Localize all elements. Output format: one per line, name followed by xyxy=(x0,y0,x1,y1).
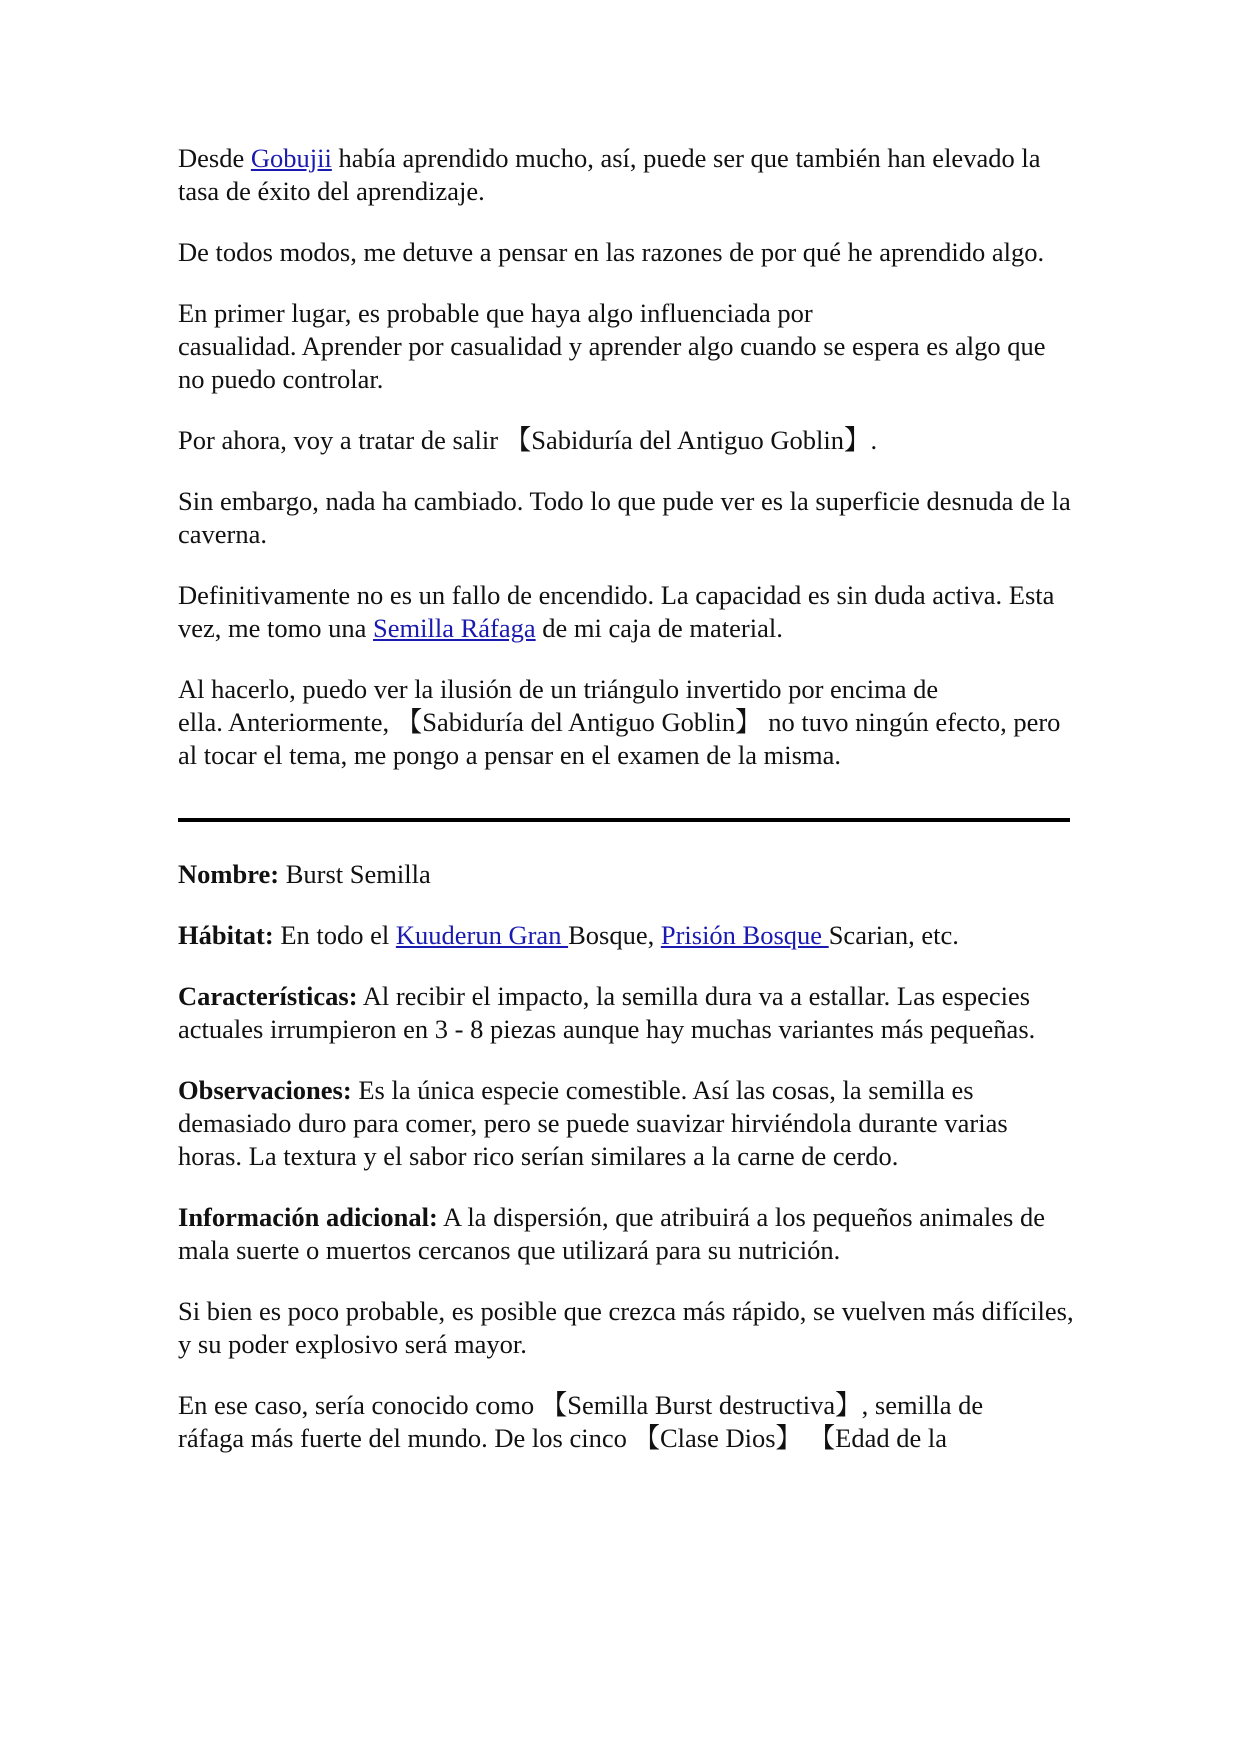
link-kuuderun-gran[interactable]: Kuuderun Gran xyxy=(395,920,569,950)
paragraph-gobujii: Desde Gobujii había aprendido mucho, así, puede ser que también han elevado la tasa de éxito del aprendizaje. xyxy=(178,143,1041,206)
paragraph-nothing-changed: Sin embargo, nada ha cambiado. Todo lo que pude ver es la superficie desnuda de la caverna. xyxy=(178,486,1071,549)
entry-habitat-label: Hábitat: xyxy=(178,920,274,950)
entry-features-label: Características: xyxy=(178,981,358,1011)
entry-name-label: Nombre: xyxy=(178,859,280,889)
paragraph-try-skill: Por ahora, voy a tratar de salir 【Sabiduría del Antiguo Goblin】. xyxy=(178,425,878,455)
entry-name-value: Burst Semilla xyxy=(279,859,431,889)
paragraph-destructive-seed: En ese caso, sería conocido como 【Semilla Burst destructiva】, semilla de ráfaga más fuerte del mundo. De los cinco 【Clase Dios】 【Edad de la xyxy=(178,1390,984,1453)
paragraph-illusion: Al hacerlo, puedo ver la ilusión de un triángulo invertido por encima de ella. Anteriormente, 【Sabiduría del Antiguo Goblin】 no tuvo ningún efecto, pero al tocar el tema, me pongo a pensar en el examen de la misma. xyxy=(178,674,1061,770)
entry-notes: Observaciones: Es la única especie comestible. Así las cosas, la semilla es demasiado duro para comer, pero se puede suavizar hirviéndola durante varias horas. La textura y el sabor rico serían similares a la carne de cerdo. xyxy=(178,1075,1008,1171)
paragraph-reasons: De todos modos, me detuve a pensar en las razones de por qué he aprendido algo. xyxy=(178,237,1045,267)
document-body xyxy=(178,142,1078,1483)
entry-extra-label: Información adicional: xyxy=(178,1202,438,1232)
paragraph-chance: En primer lugar, es probable que haya algo influenciada por casualidad. Aprender por casualidad y aprender algo cuando se espera es algo que no puedo controlar. xyxy=(178,298,1046,394)
link-gobujii[interactable]: Gobujii xyxy=(250,143,332,173)
entry-features: Características: Al recibir el impacto, la semilla dura va a estallar. Las especies actuales irrumpieron en 3 - 8 piezas aunque hay muchas variantes más pequeñas. xyxy=(178,981,1036,1044)
horizontal-divider xyxy=(178,818,1070,822)
entry-habitat: Hábitat: En todo el Kuuderun Gran Bosque, Prisión Bosque Scarian, etc. xyxy=(178,920,959,950)
entry-name xyxy=(178,858,1078,891)
paragraph-seed: Definitivamente no es un fallo de encendido. La capacidad es sin duda activa. Esta vez, me tomo una Semilla Ráfaga de mi caja de material. xyxy=(178,580,1055,643)
paragraph-unlikely: Si bien es poco probable, es posible que crezca más rápido, se vuelven más difíciles, y su poder explosivo será mayor. xyxy=(178,1296,1074,1359)
link-semilla-rafaga[interactable]: Semilla Ráfaga xyxy=(373,613,536,643)
link-prision-bosque[interactable]: Prisión Bosque xyxy=(660,920,829,950)
entry-extra: Información adicional: A la dispersión, que atribuirá a los pequeños animales de mala suerte o muertos cercanos que utilizará para su nutrición. xyxy=(178,1202,1046,1265)
entry-notes-label: Observaciones: xyxy=(178,1075,352,1105)
